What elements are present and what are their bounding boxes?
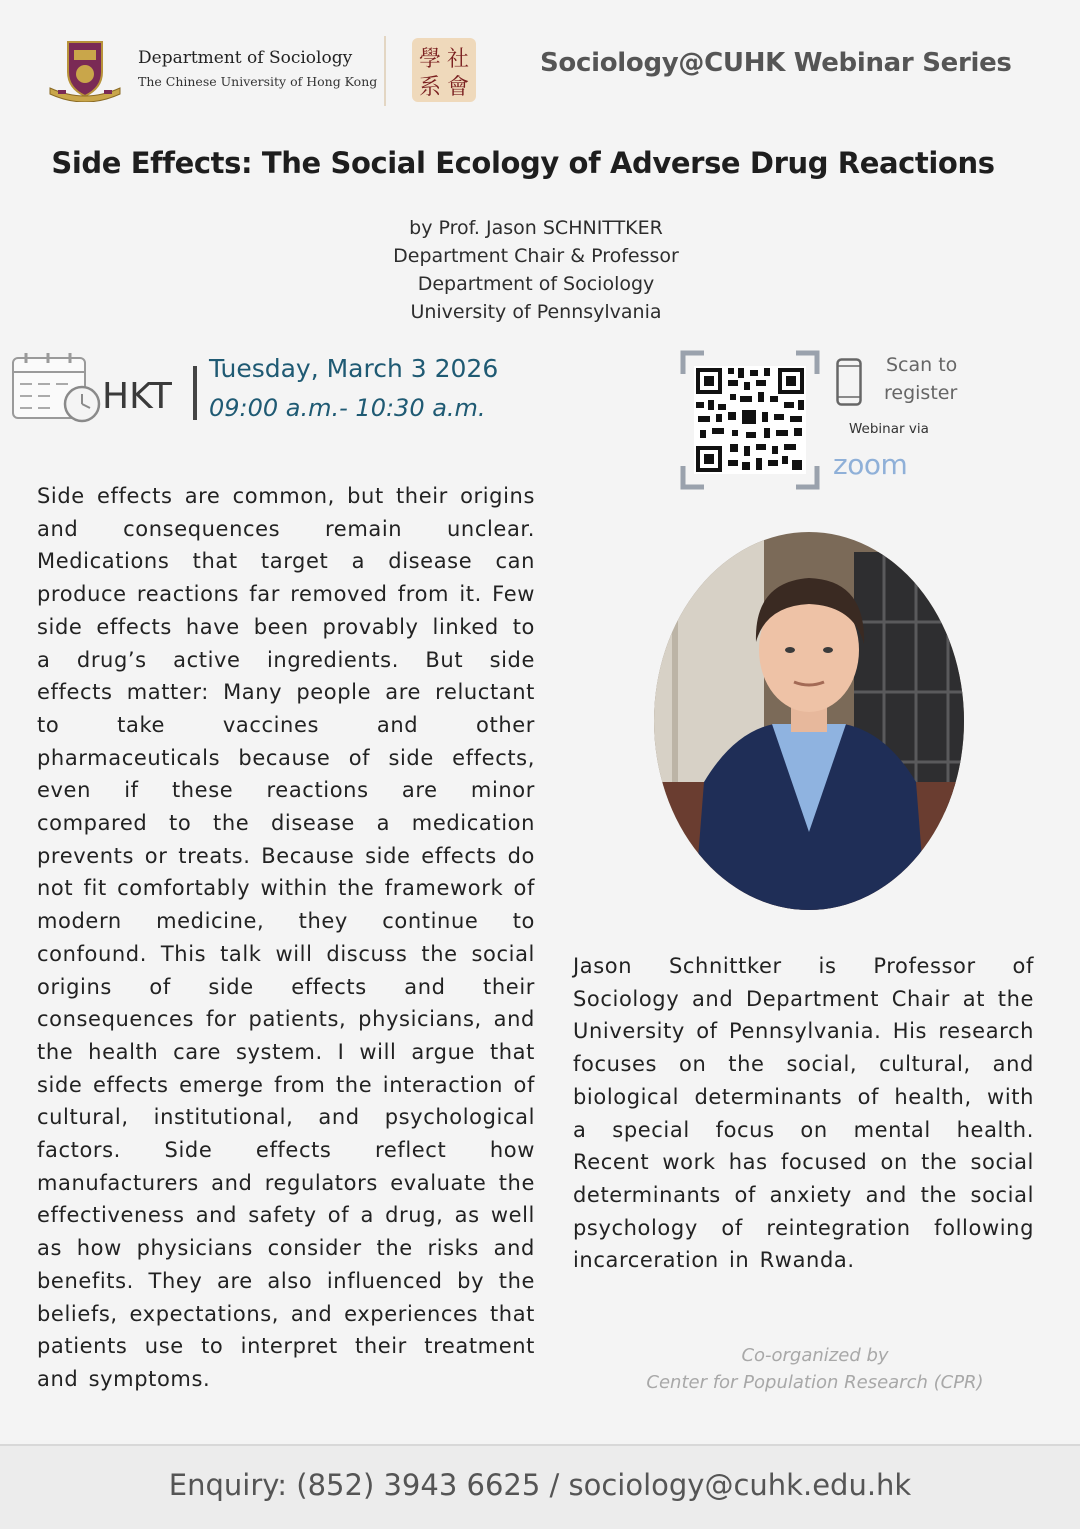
talk-title: Side Effects: The Social Ecology of Adverse Drug Reactions <box>51 146 995 180</box>
zoom-logo: zoom <box>833 448 908 481</box>
event-time: 09:00 a.m.- 10:30 a.m. <box>209 394 486 422</box>
department-name: Department of Sociology <box>138 48 353 68</box>
smartphone-icon <box>836 358 862 406</box>
speaker-bio: Jason Schnittker is Professor of Sociology and Department Chair at the University of Pennsylvania. His research focuses on the social, cultural, and biological determinants of health, with a special focus on mental health. Recent work has focused on the social determinants of anxiety and the social psychology of reintegration following incarceration in Rwanda. <box>573 954 1034 1273</box>
speaker-name: by Prof. Jason SCHNITTKER <box>409 217 663 239</box>
co-organizer-name: Center for Population Research (CPR) <box>646 1372 984 1393</box>
registration-qr-code[interactable] <box>680 350 820 490</box>
cuhk-crest-logo <box>46 38 124 102</box>
seal-glyph-3: 學 <box>418 47 442 72</box>
header-divider <box>384 36 386 106</box>
speaker-info <box>0 214 1072 326</box>
webinar-via-label: Webinar via <box>849 421 929 437</box>
speaker-photo <box>654 532 964 910</box>
schedule-divider <box>193 366 197 420</box>
event-date: Tuesday, March 3 2026 <box>209 354 499 383</box>
speaker-role: Department Chair & Professor <box>393 245 679 267</box>
enquiry-contact: Enquiry: (852) 3943 6625 / sociology@cuhk.edu.hk <box>168 1468 912 1502</box>
talk-abstract: Side effects are common, but their origins and consequences remain unclear. Medications that target a disease can produce reactions far removed from it. Few side effects have been provably linked to a drug’s active ingredients. But side effects matter: Many people are reluctant to take vaccines and other pharmaceuticals because of side effects, even if these reactions are minor compared to the disease a medication prevents or treats. Because side effects do not fit comfortably within the framework of modern medicine, they continue to confound. This talk will discuss the social origins of side effects and their consequences for patients, physicians, and the health care system. I will argue that side effects emerge from the interaction of cultural, institutional, and psychological factors. Side effects reflect how manufacturers and regulators evaluate the effectiveness and safety of a drug, as well as how physicians consider the risks and benefits. They are also influenced by the beliefs, expectations, and experiences that patients use to interpret their treatment and symptoms. <box>37 484 535 1391</box>
scan-instruction: Scan to <box>886 354 958 376</box>
speaker-university: University of Pennsylvania <box>410 301 662 323</box>
register-instruction: register <box>884 382 958 404</box>
calendar-clock-icon <box>10 352 102 426</box>
seal-glyph-2: 會 <box>446 75 470 100</box>
seal-glyph-4: 系 <box>418 75 442 100</box>
speaker-department: Department of Sociology <box>417 273 655 295</box>
co-organizer <box>600 1342 1030 1396</box>
university-name: The Chinese University of Hong Kong <box>138 74 378 89</box>
seal-glyph-1: 社 <box>446 47 470 72</box>
sociology-seal-logo <box>412 38 476 102</box>
co-organized-label: Co-organized by <box>741 1345 889 1366</box>
webinar-series-title: Sociology@CUHK Webinar Series <box>540 48 1012 78</box>
timezone-label: HKT <box>102 376 172 417</box>
